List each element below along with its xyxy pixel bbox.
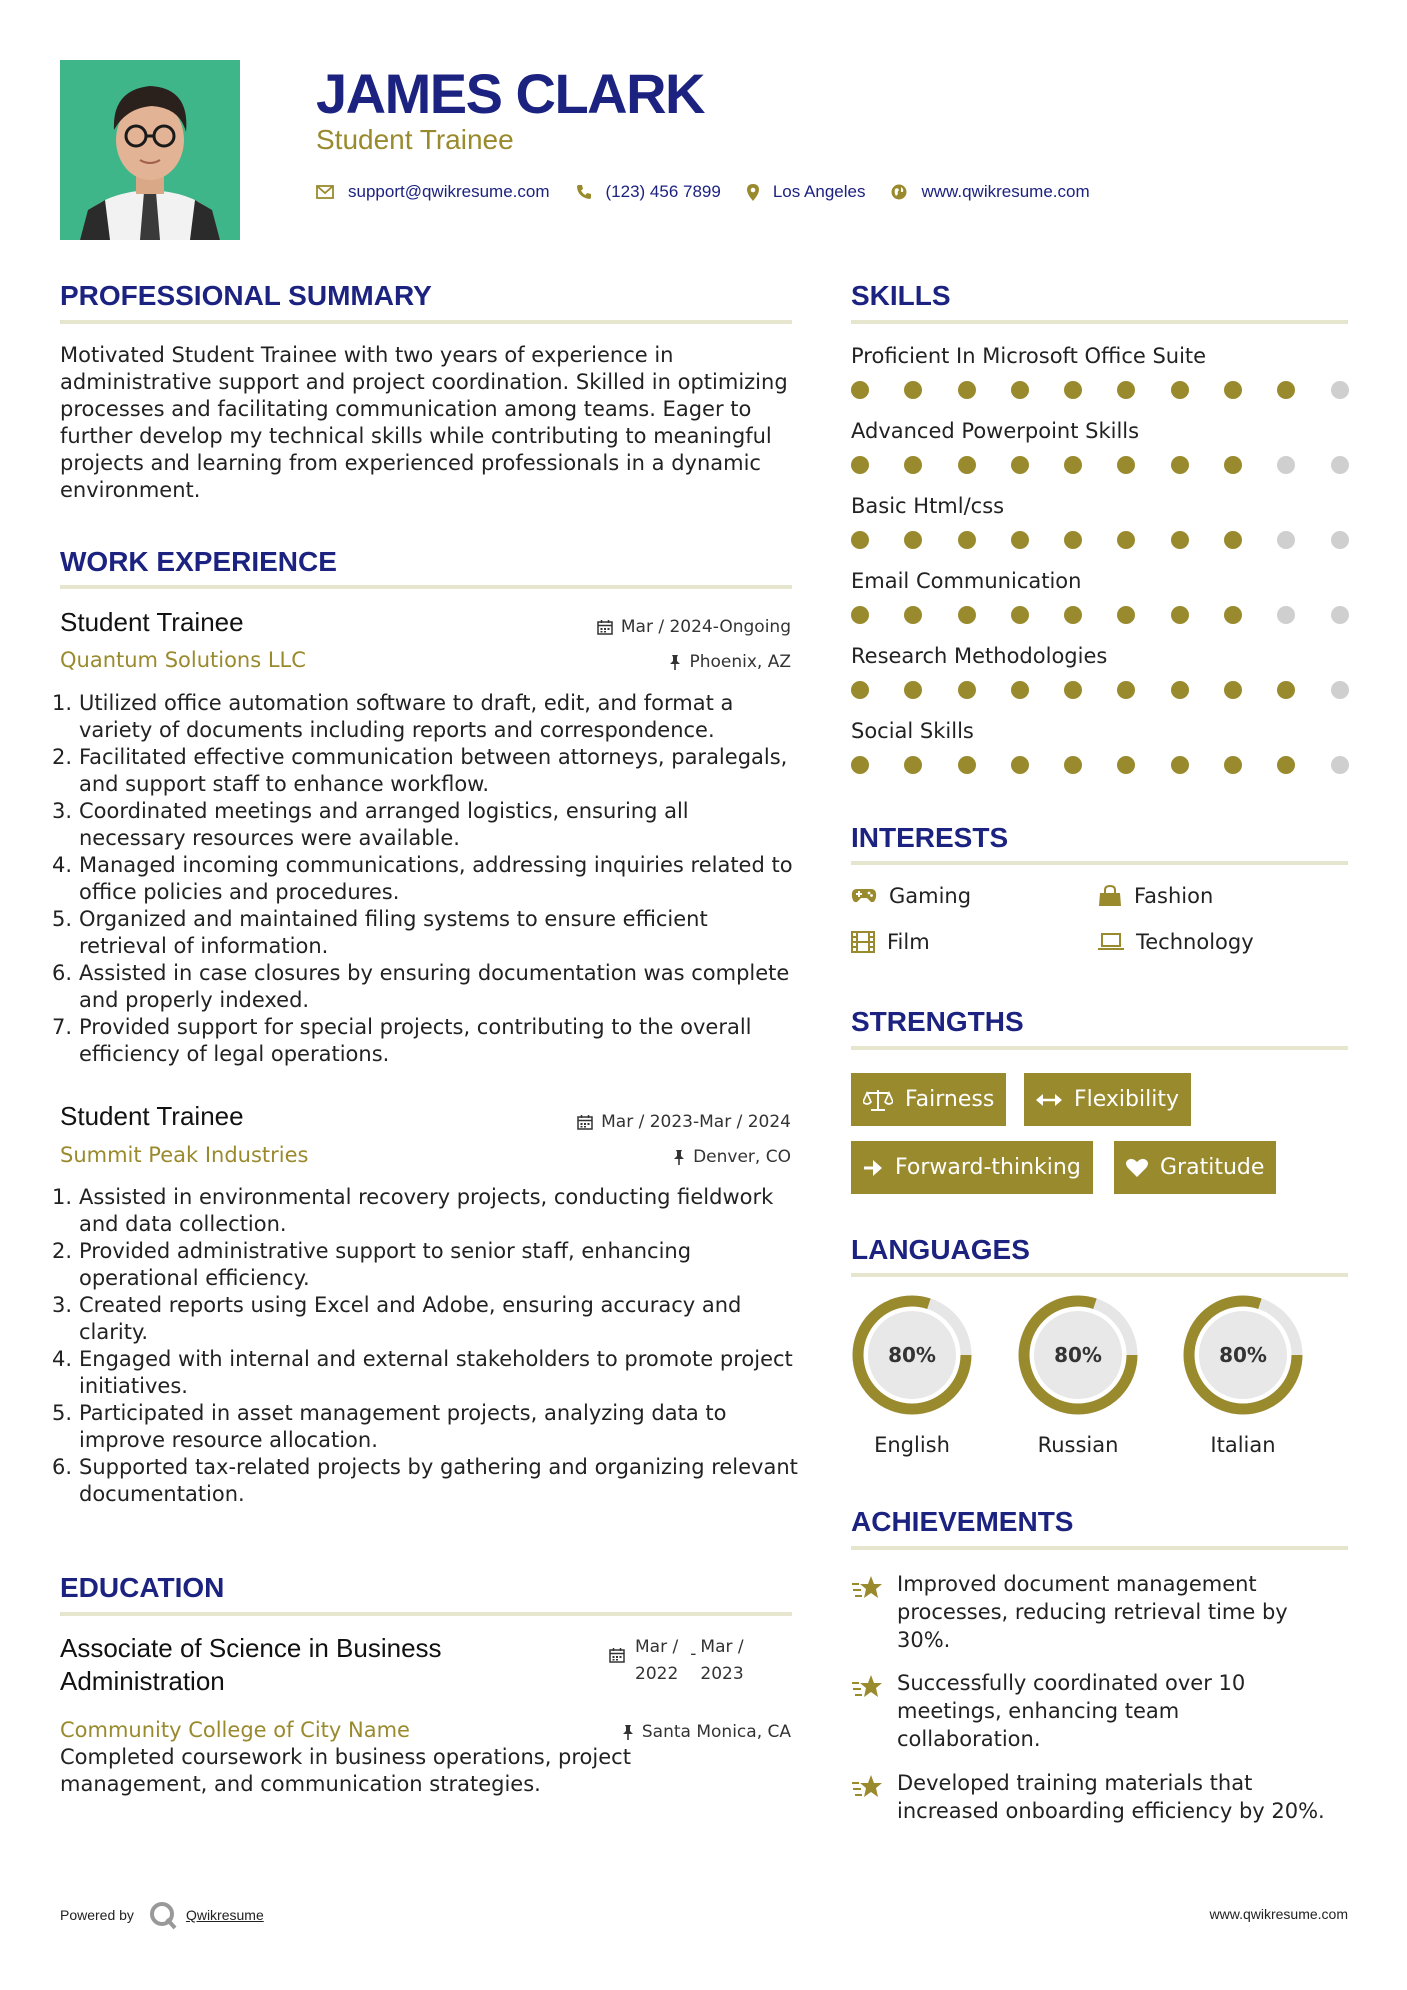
- rating-dot-filled: [1171, 681, 1189, 699]
- rating-dot-filled: [1064, 606, 1082, 624]
- languages-heading: LANGUAGES: [851, 1234, 1030, 1265]
- calendar-icon: [597, 619, 613, 635]
- summary-divider: [60, 320, 792, 324]
- laptop-icon: [1098, 933, 1124, 951]
- rating-dot-filled: [1277, 681, 1295, 699]
- rating-dot-filled: [851, 381, 869, 399]
- list-item: 3. Coordinated meetings and arranged logistics, ensuring all necessary resources were available.: [52, 799, 689, 850]
- rating-dot-filled: [1224, 756, 1242, 774]
- job-2-title: Student Trainee: [60, 1101, 244, 1131]
- shooting-star-icon: [851, 1574, 883, 1602]
- rating-dot-filled: [1117, 531, 1135, 549]
- rating-dot-filled: [1171, 606, 1189, 624]
- skills-heading: SKILLS: [851, 280, 951, 311]
- map-pin-icon: [747, 184, 759, 201]
- rating-dot-filled: [958, 531, 976, 549]
- rating-dot-filled: [1117, 756, 1135, 774]
- contact-email[interactable]: [316, 182, 550, 202]
- interest-film: Film: [851, 930, 930, 954]
- contact-bar: [316, 180, 1116, 204]
- strength-gratitude: Gratitude: [1114, 1141, 1276, 1194]
- arrows-horizontal-icon: [1036, 1093, 1062, 1107]
- website-text: www.qwikresume.com: [921, 182, 1090, 201]
- list-item: 1. Assisted in environmental recovery projects, conducting fieldwork and data collection.: [52, 1185, 774, 1236]
- job-2-date: Mar / 2023-Mar / 2024: [577, 1112, 791, 1132]
- calendar-icon: [577, 1114, 593, 1130]
- rating-dot-filled: [1064, 531, 1082, 549]
- experience-heading: WORK EXPERIENCE: [60, 546, 337, 577]
- strength-flexibility: Flexibility: [1024, 1073, 1191, 1126]
- rating-dot-filled: [1011, 756, 1029, 774]
- rating-dot-filled: [904, 756, 922, 774]
- list-item: 1. Utilized office automation software to draft, edit, and format a variety of documents including reports and correspondence.: [52, 691, 734, 742]
- interests-heading: INTERESTS: [851, 822, 1009, 853]
- achievements-heading: ACHIEVEMENTS: [851, 1506, 1074, 1537]
- shooting-star-icon: [851, 1773, 883, 1801]
- rating-dot-filled: [1011, 456, 1029, 474]
- list-item: 5. Organized and maintained filing systems to ensure efficient retrieval of information.: [52, 907, 708, 958]
- summary-text: Motivated Student Trainee with two years of experience in administrative support and project coordination. Skilled in optimizing processes and facilitating communication among teams. Eager to further develop my technical skills while contributing to meaningful projects and learning from experienced professionals in a dynamic environment.: [60, 343, 788, 502]
- rating-dot-filled: [1064, 381, 1082, 399]
- language-item: [1016, 1293, 1140, 1457]
- rating-dot-filled: [1171, 756, 1189, 774]
- shooting-star-icon: [851, 1673, 883, 1701]
- rating-dot-filled: [904, 606, 922, 624]
- languages-divider: [851, 1273, 1348, 1277]
- rating-dot-filled: [1171, 456, 1189, 474]
- achievement-1: Improved document management processes, reducing retrieval time by 30%.: [851, 1570, 1327, 1654]
- list-item: 6. Assisted in case closures by ensuring documentation was complete and properly indexed.: [52, 961, 790, 1012]
- rating-dot-empty: [1331, 606, 1349, 624]
- rating-dot-filled: [1224, 681, 1242, 699]
- list-item: 2. Provided administrative support to senior staff, enhancing operational efficiency.: [52, 1239, 692, 1290]
- rating-dot-filled: [1117, 606, 1135, 624]
- skill-name: Advanced Powerpoint Skills: [851, 419, 1140, 443]
- rating-dot-filled: [904, 531, 922, 549]
- language-progress-ring: [1016, 1293, 1140, 1417]
- list-item: 2. Facilitated effective communication between attorneys, paralegals, and support staff to enhance workflow.: [52, 745, 788, 796]
- language-progress-ring: [850, 1293, 974, 1417]
- rating-dot-empty: [1331, 756, 1349, 774]
- skill-rating: [851, 756, 1384, 774]
- job-2-company: Summit Peak Industries: [60, 1143, 309, 1167]
- rating-dot-empty: [1331, 531, 1349, 549]
- interest-gaming: Gaming: [851, 884, 971, 908]
- strengths-heading: STRENGTHS: [851, 1006, 1024, 1037]
- pushpin-icon: [673, 1149, 685, 1165]
- list-item: 7. Provided support for special projects, contributing to the overall efficiency of legal operations.: [52, 1015, 752, 1066]
- rating-dot-filled: [958, 756, 976, 774]
- skill-rating: [851, 531, 1384, 549]
- job-1-title: Student Trainee: [60, 607, 244, 637]
- education-description: Completed coursework in business operations, project management, and communication strategies.: [60, 1745, 631, 1796]
- language-percent: 80%: [1219, 1343, 1267, 1367]
- job-1-bullets: [52, 690, 800, 1068]
- rating-dot-filled: [851, 681, 869, 699]
- language-name: Russian: [1037, 1433, 1119, 1457]
- skill-name: Proficient In Microsoft Office Suite: [851, 344, 1207, 368]
- education-heading: EDUCATION: [60, 1572, 225, 1603]
- arrow-right-icon: [863, 1159, 883, 1177]
- language-progress-ring: [1181, 1293, 1305, 1417]
- list-item: 5. Participated in asset management projects, analyzing data to improve resource allocation.: [52, 1401, 727, 1452]
- interest-fashion: Fashion: [1098, 884, 1213, 908]
- contact-location: [747, 182, 866, 202]
- job-2-bullets: [52, 1184, 800, 1508]
- education-divider: [60, 1612, 792, 1616]
- language-name: English: [874, 1433, 950, 1457]
- education-location: Santa Monica, CA: [622, 1722, 791, 1742]
- rating-dot-filled: [1064, 681, 1082, 699]
- contact-phone[interactable]: [576, 182, 721, 202]
- list-item: 4. Engaged with internal and external stakeholders to promote project initiatives.: [52, 1347, 793, 1398]
- film-icon: [851, 931, 875, 953]
- rating-dot-filled: [1011, 381, 1029, 399]
- rating-dot-empty: [1331, 456, 1349, 474]
- rating-dot-filled: [1117, 456, 1135, 474]
- rating-dot-empty: [1277, 606, 1295, 624]
- rating-dot-filled: [1011, 531, 1029, 549]
- rating-dot-filled: [1064, 456, 1082, 474]
- rating-dot-empty: [1277, 531, 1295, 549]
- rating-dot-filled: [958, 381, 976, 399]
- skills-divider: [851, 320, 1348, 324]
- rating-dot-filled: [904, 456, 922, 474]
- contact-website[interactable]: [891, 182, 1089, 202]
- language-percent: 80%: [1054, 1343, 1102, 1367]
- rating-dot-filled: [1117, 681, 1135, 699]
- rating-dot-empty: [1331, 381, 1349, 399]
- skill-name: Research Methodologies: [851, 644, 1108, 668]
- interest-technology: Technology: [1098, 930, 1254, 954]
- skill-name: Basic Html/css: [851, 494, 1005, 518]
- rating-dot-filled: [1224, 456, 1242, 474]
- summary-heading: PROFESSIONAL SUMMARY: [60, 280, 432, 311]
- achievements-divider: [851, 1546, 1348, 1550]
- rating-dot-filled: [904, 381, 922, 399]
- list-item: 4. Managed incoming communications, addressing inquiries related to office policies and procedures.: [52, 853, 793, 904]
- rating-dot-filled: [1277, 756, 1295, 774]
- rating-dot-filled: [958, 606, 976, 624]
- rating-dot-filled: [1171, 381, 1189, 399]
- skill-rating: [851, 381, 1384, 399]
- rating-dot-filled: [1277, 381, 1295, 399]
- globe-icon: [891, 184, 907, 200]
- gamepad-icon: [851, 888, 877, 904]
- skill-name: Email Communication: [851, 569, 1082, 593]
- rating-dot-filled: [1224, 531, 1242, 549]
- strength-fairness: Fairness: [851, 1073, 1006, 1126]
- skill-rating: [851, 456, 1384, 474]
- rating-dot-filled: [1011, 606, 1029, 624]
- achievement-2: Successfully coordinated over 10 meetings, enhancing team collaboration.: [851, 1669, 1327, 1753]
- rating-dot-filled: [1117, 381, 1135, 399]
- rating-dot-filled: [1171, 531, 1189, 549]
- scale-icon: [863, 1088, 893, 1112]
- strength-forward-thinking: Forward-thinking: [851, 1141, 1093, 1194]
- heart-icon: [1126, 1158, 1148, 1178]
- qwikresume-logo-icon: [148, 1900, 178, 1930]
- job-1-company: Quantum Solutions LLC: [60, 648, 306, 672]
- rating-dot-filled: [904, 681, 922, 699]
- education-date: Mar / 2022 - Mar / 2023: [609, 1634, 744, 1688]
- experience-divider: [60, 585, 792, 589]
- rating-dot-filled: [851, 531, 869, 549]
- job-1-location: Phoenix, AZ: [669, 652, 791, 672]
- pushpin-icon: [622, 1724, 634, 1740]
- rating-dot-filled: [851, 606, 869, 624]
- rating-dot-empty: [1331, 681, 1349, 699]
- rating-dot-filled: [851, 456, 869, 474]
- rating-dot-filled: [958, 456, 976, 474]
- education-school: Community College of City Name: [60, 1718, 410, 1742]
- interests-divider: [851, 861, 1348, 865]
- phone-text: (123) 456 7899: [605, 182, 721, 201]
- list-item: 6. Supported tax-related projects by gathering and organizing relevant documentation.: [52, 1455, 798, 1506]
- avatar: [60, 60, 240, 240]
- skill-rating: [851, 681, 1384, 699]
- rating-dot-filled: [1224, 381, 1242, 399]
- envelope-icon: [316, 185, 334, 199]
- rating-dot-filled: [958, 681, 976, 699]
- rating-dot-filled: [1011, 681, 1029, 699]
- rating-dot-filled: [1064, 756, 1082, 774]
- footer-website[interactable]: www.qwikresume.com: [1209, 1906, 1348, 1922]
- email-text: support@qwikresume.com: [348, 182, 550, 201]
- profile-photo: [60, 60, 240, 240]
- list-item: 3. Created reports using Excel and Adobe, ensuring accuracy and clarity.: [52, 1293, 742, 1344]
- language-name: Italian: [1210, 1433, 1276, 1457]
- job-1-date: Mar / 2024-Ongoing: [597, 617, 791, 637]
- candidate-title: Student Trainee: [316, 124, 514, 155]
- skill-rating: [851, 606, 1384, 624]
- language-percent: 80%: [888, 1343, 936, 1367]
- language-item: [850, 1293, 974, 1457]
- job-2-location: Denver, CO: [673, 1147, 791, 1167]
- candidate-name: JAMES CLARK: [316, 62, 704, 125]
- achievement-3: Developed training materials that increased onboarding efficiency by 20%.: [851, 1769, 1327, 1825]
- phone-icon: [576, 184, 592, 200]
- location-text: Los Angeles: [772, 182, 866, 201]
- strengths-divider: [851, 1046, 1348, 1050]
- footer-powered-by: Powered by Qwikresume: [60, 1900, 264, 1930]
- footer-brand-link[interactable]: Qwikresume: [185, 1907, 264, 1923]
- rating-dot-filled: [1224, 606, 1242, 624]
- education-degree: Associate of Science in Business Administration: [60, 1633, 442, 1696]
- rating-dot-filled: [851, 756, 869, 774]
- rating-dot-empty: [1277, 456, 1295, 474]
- calendar-icon: [609, 1647, 625, 1663]
- pushpin-icon: [669, 654, 681, 670]
- skill-name: Social Skills: [851, 719, 974, 743]
- language-item: [1181, 1293, 1305, 1457]
- bag-icon: [1098, 885, 1122, 907]
